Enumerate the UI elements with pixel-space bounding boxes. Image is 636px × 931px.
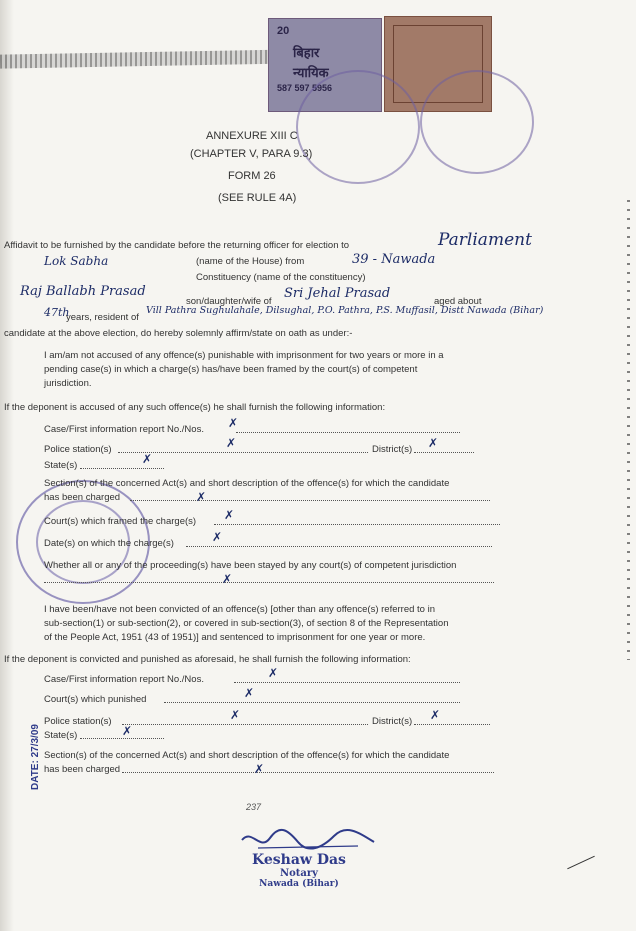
section-a-sections-line-2: has been charged	[44, 492, 121, 503]
section-a-stay-line	[44, 582, 494, 583]
annexure-title: ANNEXURE XIII C	[206, 130, 298, 142]
strike-mark: ✗	[230, 708, 241, 722]
section-a-intro: If the deponent is accused of any such offence(s) he shall furnish the following information:	[4, 402, 386, 413]
section-b-case-label: Case/First information report No./Nos.	[44, 674, 204, 685]
section-b-district-line	[414, 724, 490, 725]
house-name-value: Lok Sabha	[44, 254, 109, 268]
section-a-stay-label: Whether all or any of the proceeding(s) have been stayed by any court(s) of competent jurisdiction	[44, 560, 457, 571]
para2-line-3: of the People Act, 1951 (43 of 1951)] and sentenced to imprisonment for one year or more.	[44, 632, 426, 643]
section-b-state-line	[80, 738, 164, 739]
para1-line-1: I am/am not accused of any offence(s) punishable with imprisonment for two years or more in a	[44, 350, 444, 361]
section-a-district-label: District(s)	[372, 444, 413, 455]
section-a-state-label: State(s)	[44, 460, 78, 471]
round-seal-1	[296, 70, 420, 184]
section-a-district-line	[414, 452, 474, 453]
scan-right-edge-marks	[627, 200, 630, 660]
section-b-police-label: Police station(s)	[44, 716, 112, 727]
section-a-date-line	[186, 546, 492, 547]
section-b-police-line	[122, 724, 368, 725]
section-b-court-label: Court(s) which punished	[44, 694, 147, 705]
intro-line-2-label: (name of the House) from	[196, 256, 305, 267]
section-a-date-label: Date(s) on which the charge(s)	[44, 538, 174, 549]
strike-mark: ✗	[228, 416, 239, 430]
notary-place: Nawada (Bihar)	[259, 879, 339, 889]
strike-mark: ✗	[224, 508, 235, 522]
strike-mark: ✗	[244, 686, 255, 700]
section-a-police-line	[118, 452, 368, 453]
strike-mark: ✗	[196, 490, 207, 504]
scan-fold-mark	[0, 49, 300, 68]
section-a-police-label: Police station(s)	[44, 444, 112, 455]
stamp-text-2: न्यायिक	[293, 65, 329, 80]
strike-mark: ✗	[268, 666, 279, 680]
strike-mark: ✗	[122, 724, 133, 738]
stamp-value: 20	[277, 25, 290, 37]
strike-mark: ✗	[212, 530, 223, 544]
section-a-sections-line-1: Section(s) of the concerned Act(s) and short description of the offence(s) for which the candidate	[44, 478, 450, 489]
strike-mark: ✗	[430, 708, 441, 722]
round-seal-2	[420, 70, 534, 174]
resident-label: years, resident of	[66, 312, 139, 323]
handwritten-signature	[238, 826, 378, 854]
section-a-court-line	[214, 524, 500, 525]
father-name: Sri Jehal Prasad	[284, 286, 391, 301]
section-b-sections-blank	[122, 772, 494, 773]
notary-title: Notary	[279, 868, 318, 879]
section-a-case-label: Case/First information report No./Nos.	[44, 424, 204, 435]
section-a-sections-blank	[130, 500, 490, 501]
age-value: 47th	[44, 306, 70, 319]
section-b-state-label: State(s)	[44, 730, 78, 741]
section-a-court-label: Court(s) which framed the charge(s)	[44, 516, 197, 527]
stamp-serial: 587 597 5956	[277, 83, 333, 93]
para2-line-2: sub-section(1) or sub-section(2), or covered in sub-section(3), of section 8 of the Representation	[44, 618, 449, 629]
strike-mark: ✗	[142, 452, 153, 466]
section-b-sections-line-1: Section(s) of the concerned Act(s) and short description of the offence(s) for which the candidate	[44, 750, 450, 761]
chapter-title: (CHAPTER V, PARA 9.3)	[190, 148, 313, 160]
house-value: Parliament	[438, 230, 532, 250]
strike-mark: ✗	[428, 436, 439, 450]
constituency-value: 39 - Nawada	[352, 252, 436, 267]
section-a-case-line	[236, 432, 460, 433]
intro-line-1: Affidavit to be furnished by the candidate before the returning officer for election to	[4, 240, 350, 251]
para1-line-3: jurisdiction.	[44, 378, 92, 389]
intro-line-6: candidate at the above election, do hereby solemnly affirm/state on oath as under:-	[4, 328, 353, 339]
pen-stroke	[567, 856, 595, 870]
candidate-name: Raj Ballabh Prasad	[20, 284, 146, 299]
strike-mark: ✗	[222, 572, 233, 586]
section-b-district-label: District(s)	[372, 716, 413, 727]
section-b-sections-line-2: has been charged	[44, 764, 121, 775]
section-a-state-line	[80, 468, 164, 469]
notary-block	[252, 852, 346, 889]
form-title: FORM 26	[228, 170, 276, 182]
strike-mark: ✗	[254, 762, 265, 776]
section-b-court-line	[164, 702, 460, 703]
intro-line-3: Constituency (name of the constituency)	[196, 272, 366, 283]
margin-date-stamp: DATE: 27/3/09	[30, 724, 41, 790]
aged-label: aged about	[434, 296, 482, 307]
scan-left-edge	[0, 0, 14, 931]
section-b-intro: If the deponent is convicted and punished as aforesaid, he shall furnish the following information:	[4, 654, 411, 665]
page-number: 237	[246, 802, 262, 812]
rule-title: (SEE RULE 4A)	[218, 192, 297, 204]
para2-line-1: I have been/have not been convicted of an offence(s) [other than any offence(s) referred to in	[44, 604, 435, 615]
relation-label: son/daughter/wife of	[186, 296, 272, 307]
para1-line-2: pending case(s) in which a charge(s) has/have been framed by the court(s) of competent	[44, 364, 418, 375]
notary-name: Keshaw Das	[252, 852, 346, 868]
stamp-text: बिहार	[293, 45, 320, 60]
section-b-case-line	[234, 682, 460, 683]
address-value: Vill Pathra Sughulahale, Dilsughal, P.O. Pathra, P.S. Muffasil, Distt Nawada (Bihar)	[146, 305, 544, 316]
strike-mark: ✗	[226, 436, 237, 450]
